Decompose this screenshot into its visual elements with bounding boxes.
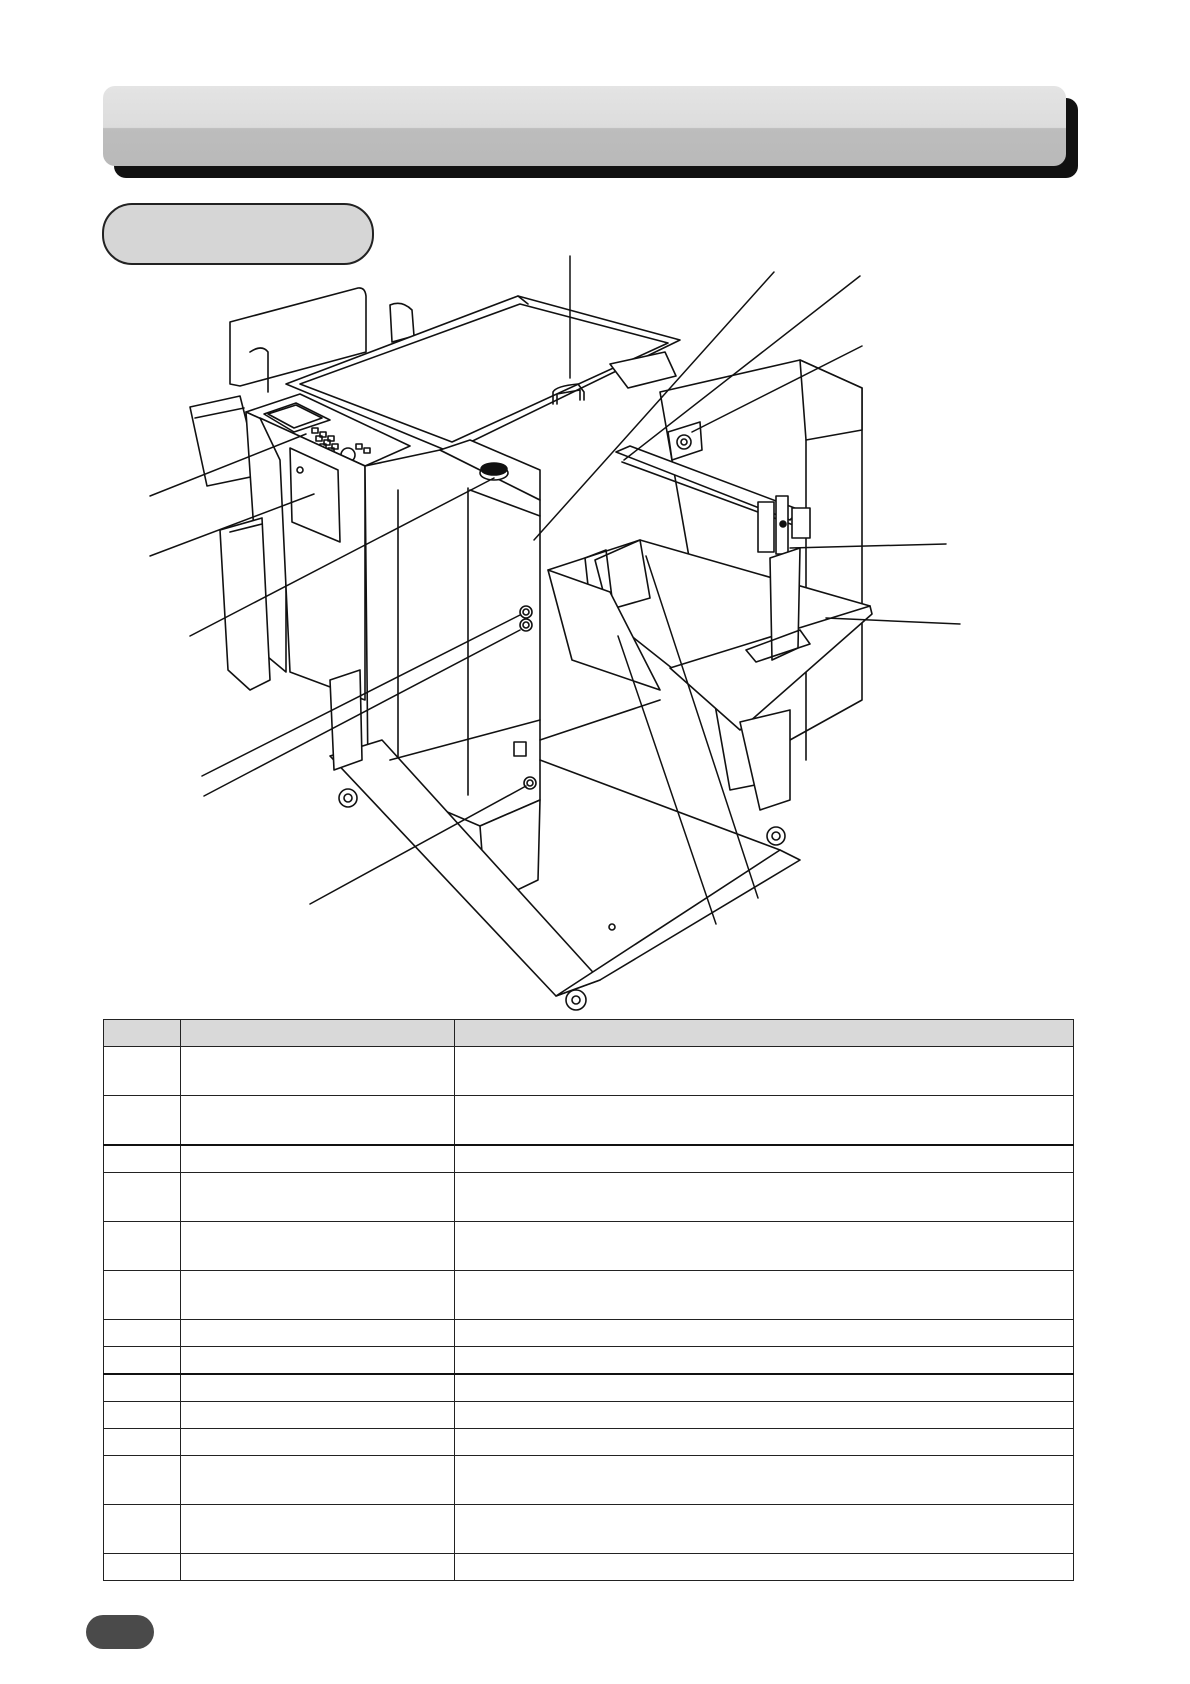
page-number-tab: [86, 1615, 154, 1649]
row-no: [104, 1320, 181, 1347]
column-header-no: [104, 1020, 181, 1047]
row-no: [104, 1429, 181, 1456]
row-no: [104, 1271, 181, 1320]
table-row: [104, 1320, 1074, 1347]
row-function: [455, 1456, 1074, 1505]
column-header-name: [181, 1020, 455, 1047]
row-no: [104, 1374, 181, 1402]
table-header-row: [104, 1020, 1074, 1047]
row-function: [455, 1554, 1074, 1581]
row-function: [455, 1402, 1074, 1429]
row-no: [104, 1554, 181, 1581]
row-function: [455, 1271, 1074, 1320]
table-row: [104, 1374, 1074, 1402]
row-no: [104, 1222, 181, 1271]
row-no: [104, 1145, 181, 1173]
row-name: [181, 1374, 455, 1402]
table-row: [104, 1145, 1074, 1173]
row-no: [104, 1505, 181, 1554]
row-no: [104, 1173, 181, 1222]
table-row: [104, 1347, 1074, 1375]
row-name: [181, 1456, 455, 1505]
row-function: [455, 1096, 1074, 1146]
row-name: [181, 1347, 455, 1375]
row-no: [104, 1347, 181, 1375]
row-name: [181, 1145, 455, 1173]
table-row: [104, 1402, 1074, 1429]
row-name: [181, 1222, 455, 1271]
row-name: [181, 1320, 455, 1347]
machine-main-body: [220, 394, 540, 905]
row-name: [181, 1554, 455, 1581]
row-name: [181, 1271, 455, 1320]
row-function: [455, 1429, 1074, 1456]
row-function: [455, 1047, 1074, 1096]
row-no: [104, 1456, 181, 1505]
row-function: [455, 1320, 1074, 1347]
row-function: [455, 1222, 1074, 1271]
row-name: [181, 1096, 455, 1146]
row-no: [104, 1402, 181, 1429]
row-name: [181, 1173, 455, 1222]
table-row: [104, 1505, 1074, 1554]
row-name: [181, 1402, 455, 1429]
row-function: [455, 1505, 1074, 1554]
table-row: [104, 1429, 1074, 1456]
row-function: [455, 1173, 1074, 1222]
column-header-function: [455, 1020, 1074, 1047]
table-row: [104, 1047, 1074, 1096]
table-row: [104, 1554, 1074, 1581]
row-name: [181, 1429, 455, 1456]
row-name: [181, 1047, 455, 1096]
table-row: [104, 1173, 1074, 1222]
table-row: [104, 1456, 1074, 1505]
row-no: [104, 1047, 181, 1096]
table-row: [104, 1096, 1074, 1146]
row-function: [455, 1347, 1074, 1375]
table-row: [104, 1222, 1074, 1271]
row-no: [104, 1096, 181, 1146]
row-function: [455, 1145, 1074, 1173]
table-row: [104, 1271, 1074, 1320]
row-name: [181, 1505, 455, 1554]
row-function: [455, 1374, 1074, 1402]
parts-table: [103, 1019, 1074, 1581]
